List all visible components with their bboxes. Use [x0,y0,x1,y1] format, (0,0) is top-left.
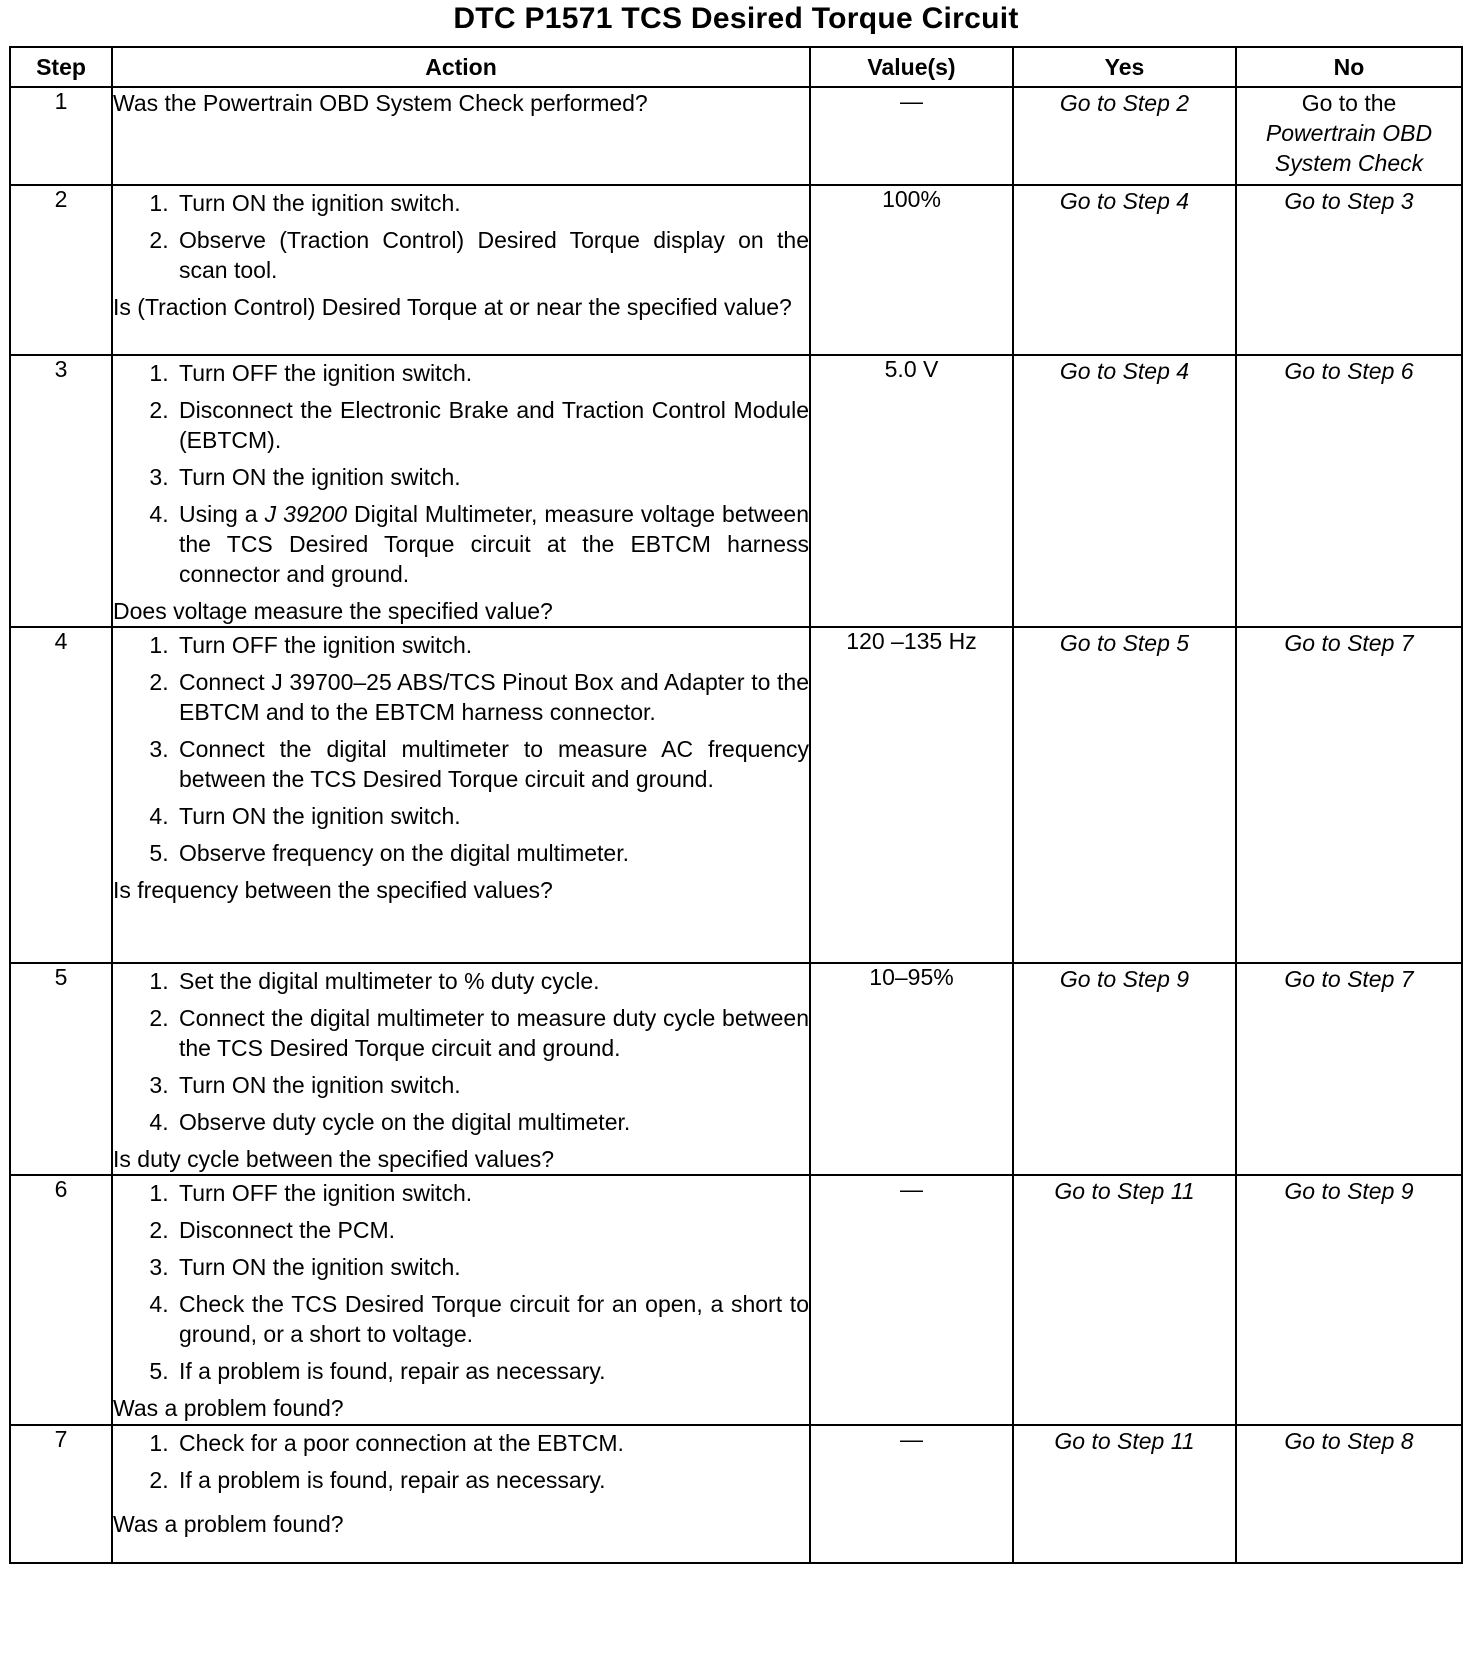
table-row [10,355,1462,627]
substep: 3. Turn ON the ignition switch. [175,1252,809,1282]
substep: 3. Connect the digital multimeter to measure AC frequency between the TCS Desired Torque circuit and ground. [175,734,809,794]
step-number: 1 [10,87,112,185]
substep: 2. Observe (Traction Control) Desired Torque display on the scan tool. [175,225,809,285]
substep: 1. Turn OFF the ignition switch. [175,630,809,660]
header-values: Value(s) [810,47,1013,87]
value-cell: 120 –135 Hz [810,627,1013,963]
page-title: DTC P1571 TCS Desired Torque Circuit [453,2,1019,35]
substep: 1. Set the digital multimeter to % duty cycle. [175,966,809,996]
tool-reference: J 39200 [264,501,348,527]
action-cell [112,1175,810,1425]
substep: 3. Turn ON the ignition switch. [175,462,809,492]
substep: 4. Observe duty cycle on the digital multimeter. [175,1107,809,1137]
substep: 4. Turn ON the ignition switch. [175,801,809,831]
value-cell: — [810,1425,1013,1563]
no-link[interactable]: Go to Step 9 [1236,1175,1462,1425]
step-number: 5 [10,963,112,1175]
table-row [10,1175,1462,1425]
yes-link[interactable]: Go to Step 9 [1013,963,1236,1175]
table-row [10,1425,1462,1563]
substep-list [113,1178,809,1386]
substep-list [113,966,809,1137]
dtc-table [9,46,1463,1564]
value-cell: — [810,1175,1013,1425]
header-action: Action [112,47,810,87]
substep: 1. Turn ON the ignition switch. [175,188,809,218]
no-cell [1236,87,1462,185]
yes-link[interactable]: Go to Step 11 [1013,1175,1236,1425]
step-number: 7 [10,1425,112,1563]
action-question: Was a problem found? [113,1511,344,1537]
no-link[interactable]: Powertrain OBD System Check [1265,120,1433,176]
no-lead-text: Go to the [1301,90,1397,116]
action-cell [112,355,810,627]
no-link[interactable]: Go to Step 3 [1236,185,1462,355]
value-cell: 100% [810,185,1013,355]
substep: 1. Check for a poor connection at the EBTCM. [175,1428,809,1458]
substep-list [113,630,809,868]
substep: 2. Connect J 39700–25 ABS/TCS Pinout Box and Adapter to the EBTCM and to the EBTCM harness connector. [175,667,809,727]
action-cell [112,1425,810,1563]
step-number: 3 [10,355,112,627]
substep [175,499,809,589]
action-question: Is duty cycle between the specified values? [113,1146,555,1172]
action-question: Was a problem found? [113,1395,344,1421]
substep: 2. Connect the digital multimeter to measure duty cycle between the TCS Desired Torque circuit and ground. [175,1003,809,1063]
step-number: 2 [10,185,112,355]
value-cell: 5.0 V [810,355,1013,627]
yes-link[interactable]: Go to Step 11 [1013,1425,1236,1563]
header-row [10,47,1462,87]
action-cell [112,185,810,355]
step-number: 6 [10,1175,112,1425]
substep: 5. Observe frequency on the digital multimeter. [175,838,809,868]
table-row [10,627,1462,963]
substep: 4. Check the TCS Desired Torque circuit for an open, a short to ground, or a short to voltage. [175,1289,809,1349]
table-row [10,87,1462,185]
yes-link[interactable]: Go to Step 4 [1013,185,1236,355]
no-link[interactable]: Go to Step 6 [1236,355,1462,627]
step-number: 4 [10,627,112,963]
value-cell: 10–95% [810,963,1013,1175]
no-link[interactable]: Go to Step 8 [1236,1425,1462,1563]
header-yes: Yes [1013,47,1236,87]
action-cell [112,87,810,185]
header-step: Step [10,47,112,87]
action-question: Is (Traction Control) Desired Torque at or near the specified value? [113,294,792,320]
action-cell [112,963,810,1175]
substep-text: Using a [179,501,265,527]
header-no: No [1236,47,1462,87]
substep: 1. Turn OFF the ignition switch. [175,358,809,388]
action-question: Is frequency between the specified values? [113,877,553,903]
yes-link[interactable]: Go to Step 4 [1013,355,1236,627]
value-cell: — [810,87,1013,185]
no-link[interactable]: Go to Step 7 [1236,963,1462,1175]
substep-list [113,1428,809,1495]
substep: 3. Turn ON the ignition switch. [175,1070,809,1100]
action-cell [112,627,810,963]
substep: 1. Turn OFF the ignition switch. [175,1178,809,1208]
action-question: Was the Powertrain OBD System Check performed? [113,90,648,116]
table-row [10,963,1462,1175]
table-row [10,185,1462,355]
substep-text: Digital Multimeter, measure voltage between the TCS Desired Torque circuit at the EBTCM harness connector and ground. [179,501,809,587]
yes-link[interactable]: Go to Step 2 [1013,87,1236,185]
substep-list [113,188,809,285]
substep: 2. If a problem is found, repair as necessary. [175,1465,809,1495]
yes-link[interactable]: Go to Step 5 [1013,627,1236,963]
substep-list [113,358,809,589]
substep: 2. Disconnect the Electronic Brake and Traction Control Module (EBTCM). [175,395,809,455]
substep: 5. If a problem is found, repair as necessary. [175,1356,809,1386]
no-link[interactable]: Go to Step 7 [1236,627,1462,963]
action-question: Does voltage measure the specified value? [113,598,553,624]
substep: 2. Disconnect the PCM. [175,1215,809,1245]
